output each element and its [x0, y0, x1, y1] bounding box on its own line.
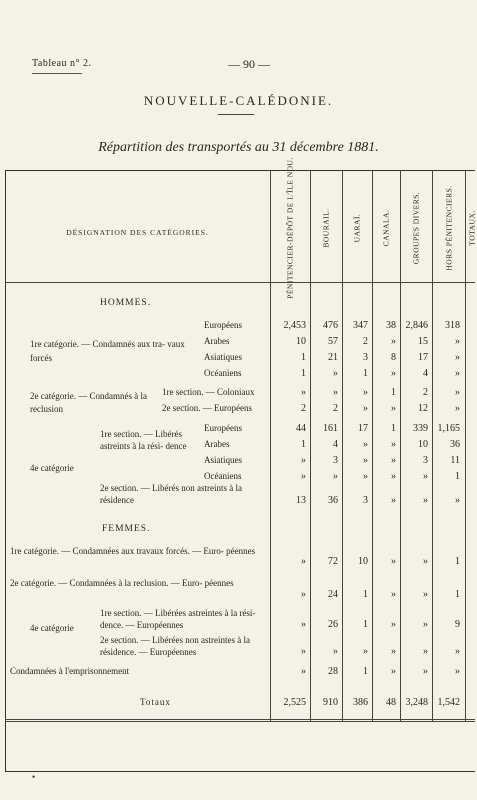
table-cell: » — [423, 556, 428, 567]
row-label: Arabes — [204, 439, 230, 449]
row-label: 2e section. — Libérés non astreints à la résidence — [100, 483, 242, 505]
section-hommes: HOMMES. — [100, 298, 152, 308]
table-cell: 2,453 — [283, 320, 306, 331]
row-label: Arabes — [204, 336, 230, 346]
table-cell: 1 — [363, 368, 368, 379]
divider — [32, 73, 82, 74]
table-cell: 2 — [301, 403, 306, 414]
row-label: 2e catégorie. — Condamnées à la reclusion. — Euro- péennes — [10, 578, 234, 588]
table-cell: » — [301, 666, 306, 677]
totals-rule — [5, 719, 475, 722]
table-cell: 9 — [455, 619, 460, 630]
row-label: 1re section. — Coloniaux — [162, 387, 255, 397]
table-cell: 26 — [328, 619, 338, 630]
table-cell: » — [301, 455, 306, 466]
table-cell: 1 — [301, 439, 306, 450]
table-cell: 57 — [328, 336, 338, 347]
table-cell: » — [455, 666, 460, 677]
page-subtitle: Répartition des transportés au 31 décembre 1881. — [98, 140, 379, 155]
table-cell: 13 — [296, 495, 306, 506]
table-cell: 28 — [328, 666, 338, 677]
table-cell: 17 — [418, 352, 428, 363]
row-label: 1re catégorie. — Condamnées aux travaux forcés. — Euro- péennes — [10, 546, 256, 556]
table-cell: » — [391, 471, 396, 482]
table-cell: 12 — [418, 403, 428, 414]
table-cell: 1,165 — [437, 423, 460, 434]
table-cell: 3,248 — [405, 697, 428, 708]
row-label: 1re section. — Libérées astreintes à la rési- dence. — Européennes — [100, 608, 256, 630]
table-cell: 17 — [358, 423, 368, 434]
table-cell: » — [301, 646, 306, 657]
table-cell: » — [391, 556, 396, 567]
row-label: 2e catégorie. — Condamnés à la reclusion — [30, 391, 147, 414]
table-cell: » — [391, 589, 396, 600]
table-cell: » — [455, 387, 460, 398]
table-cell: 24 — [328, 589, 338, 600]
col-header-canala: CANALA. — [381, 209, 391, 247]
table-cell: 2 — [363, 336, 368, 347]
table-label: Tableau n° 2. — [32, 58, 92, 69]
table-cell: » — [391, 439, 396, 450]
table-cell: » — [391, 666, 396, 677]
section-femmes: FEMMES. — [102, 524, 151, 534]
table-cell: » — [333, 368, 338, 379]
table-cell: » — [455, 352, 460, 363]
table-cell: 910 — [323, 697, 338, 708]
table-cell: 3 — [333, 455, 338, 466]
table-cell: » — [363, 439, 368, 450]
table-cell: » — [455, 495, 460, 506]
divider — [218, 114, 254, 115]
row-label: 4e catégorie — [30, 623, 74, 633]
table-cell: 3 — [363, 352, 368, 363]
table-cell: 1 — [391, 423, 396, 434]
row-label: Européens — [204, 423, 242, 433]
table-cell: 4 — [333, 439, 338, 450]
table-cell: 476 — [323, 320, 338, 331]
table-cell: » — [391, 495, 396, 506]
table-cell: 1 — [363, 619, 368, 630]
table-cell: » — [423, 619, 428, 630]
table-cell: » — [455, 336, 460, 347]
table-cell: 3 — [363, 495, 368, 506]
table-cell: 2 — [423, 387, 428, 398]
table-cell: 11 — [450, 455, 460, 466]
table-cell: » — [333, 471, 338, 482]
row-label: Européens — [204, 320, 242, 330]
table-cell: 3 — [423, 455, 428, 466]
row-label: Océaniens — [204, 368, 242, 378]
col-header-hors: HORS PÉNITENCIERS. — [444, 185, 454, 271]
table-cell: » — [363, 471, 368, 482]
row-label: 4e catégorie — [30, 463, 74, 473]
table-cell: » — [391, 336, 396, 347]
table-cell: 10 — [296, 336, 306, 347]
table-cell: 21 — [328, 352, 338, 363]
table-cell: 2 — [333, 403, 338, 414]
table-cell: 36 — [450, 439, 460, 450]
row-label: Asiatiques — [204, 352, 242, 362]
table-cell: 318 — [445, 320, 460, 331]
row-label: 2e section. — Libérées non astreintes à la résidence. — Européennes — [100, 635, 250, 657]
table-cell: 72 — [328, 556, 338, 567]
table-cell: 15 — [418, 336, 428, 347]
table-cell: » — [423, 471, 428, 482]
footnote-mark: • — [32, 772, 36, 782]
table-cell: » — [363, 455, 368, 466]
table-cell: » — [301, 387, 306, 398]
table-cell: » — [455, 646, 460, 657]
row-label: 1re section. — Libérés astreints à la rési- dence — [100, 429, 187, 451]
table-cell: 38 — [386, 320, 396, 331]
table-cell: 386 — [353, 697, 368, 708]
table-cell: 1 — [455, 471, 460, 482]
table-cell: » — [301, 589, 306, 600]
table-cell: 1 — [301, 368, 306, 379]
table-cell: » — [301, 619, 306, 630]
row-label: Océaniens — [204, 471, 242, 481]
table-cell: 2,846 — [405, 320, 428, 331]
table-cell: » — [363, 403, 368, 414]
row-label: Condamnées à l'emprisonnement — [10, 666, 130, 676]
table-cell: » — [391, 646, 396, 657]
table-cell: 48 — [386, 697, 396, 708]
table-cell: 1 — [455, 589, 460, 600]
table-cell: 36 — [328, 495, 338, 506]
table-cell: 1 — [301, 352, 306, 363]
table-cell: » — [423, 495, 428, 506]
table-cell: » — [301, 471, 306, 482]
table-cell: 1,542 — [437, 697, 460, 708]
row-label: 1re catégorie. — Condamnés aux tra- vaux forcés — [30, 339, 185, 363]
table-cell: 4 — [423, 368, 428, 379]
page-number: — 90 — — [228, 57, 270, 71]
table-cell: 1 — [455, 556, 460, 567]
table-cell: 1 — [363, 666, 368, 677]
row-label: Asiatiques — [204, 455, 242, 465]
col-header-uarai: UARAÏ. — [352, 213, 362, 243]
col-header-groupes: GROUPES DIVERS. — [411, 191, 421, 265]
header-rule — [5, 282, 475, 283]
table-cell: » — [333, 387, 338, 398]
table-cell: » — [391, 455, 396, 466]
row-label: 2e section. — Européens — [162, 403, 252, 413]
table-cell: 1 — [391, 387, 396, 398]
table-cell: 10 — [358, 556, 368, 567]
table-cell: » — [455, 368, 460, 379]
table-cell: » — [423, 589, 428, 600]
table-cell: 10 — [418, 439, 428, 450]
table-cell: » — [301, 556, 306, 567]
table-cell: 347 — [353, 320, 368, 331]
table-cell: » — [333, 646, 338, 657]
table-cell: 8 — [391, 352, 396, 363]
designation-header: DÉSIGNATION DES CATÉGORIES. — [66, 228, 209, 237]
table-cell: » — [363, 387, 368, 398]
table-cell: 1 — [363, 589, 368, 600]
table-cell: » — [423, 646, 428, 657]
totals-label: Totaux — [140, 697, 171, 707]
col-header-bourail: BOURAIL. — [321, 208, 331, 248]
table-cell: » — [423, 666, 428, 677]
table-cell: » — [391, 619, 396, 630]
table-cell: 44 — [296, 423, 306, 434]
table-cell: 339 — [413, 423, 428, 434]
table-cell: » — [391, 403, 396, 414]
page-title: NOUVELLE-CALÉDONIE. — [143, 93, 334, 108]
table-cell: 2,525 — [283, 697, 306, 708]
col-header-totaux: TOTAUX. — [467, 210, 477, 246]
col-header-ile-nou: PÉNITENCIER-DÉPÔT DE L'ÎLE NOU. — [285, 157, 295, 299]
table-cell: 161 — [323, 423, 338, 434]
table-cell: » — [391, 368, 396, 379]
table-cell: » — [363, 646, 368, 657]
table-cell: » — [455, 403, 460, 414]
